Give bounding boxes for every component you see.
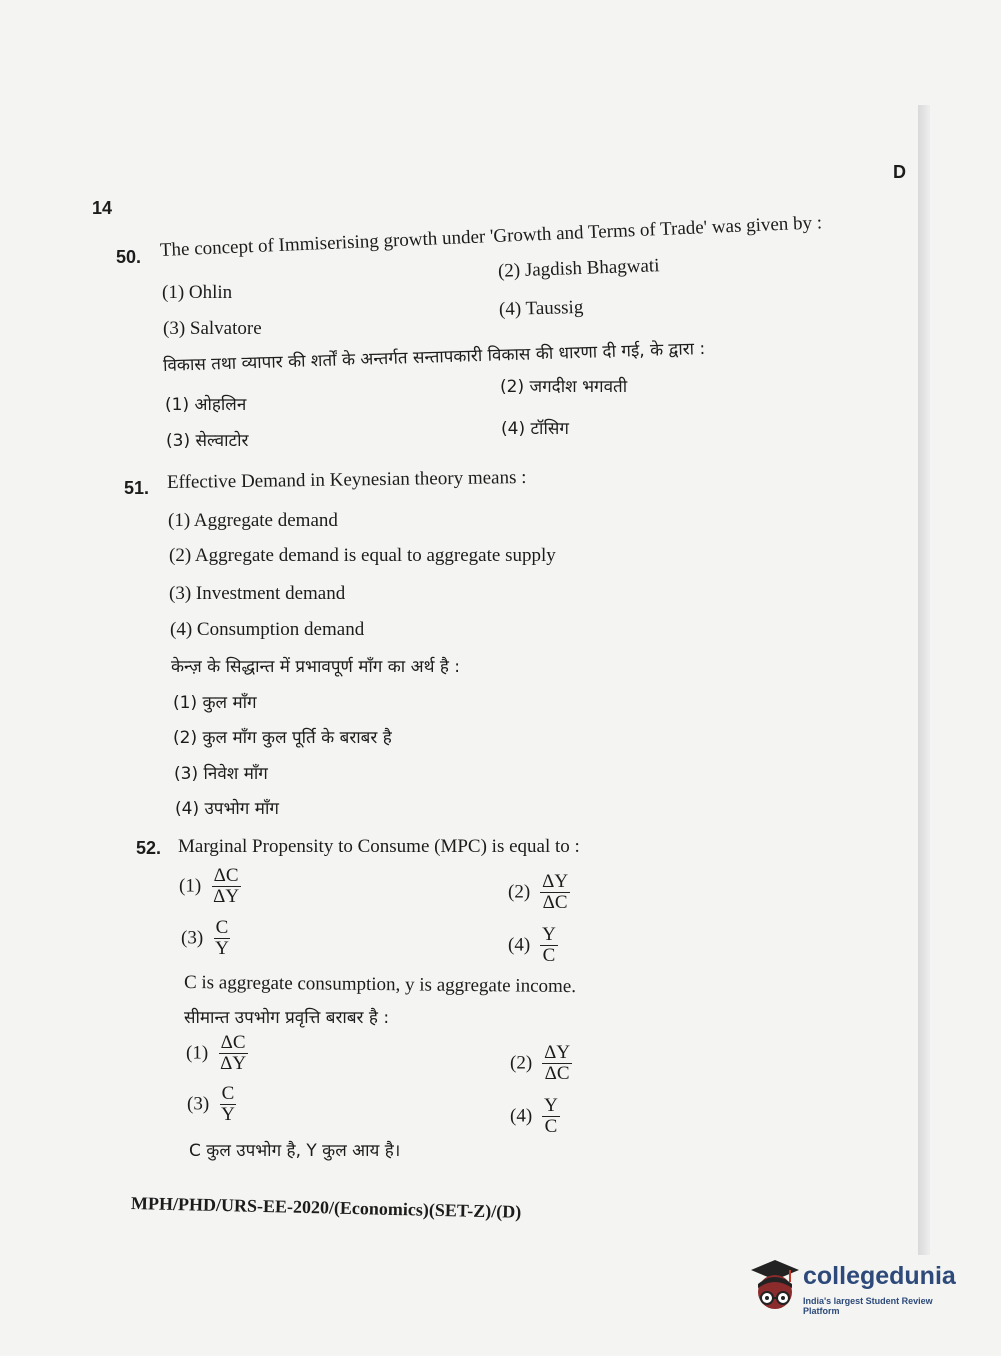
- set-letter: D: [893, 162, 906, 182]
- question-number: 50.: [116, 247, 142, 267]
- fraction: [211, 866, 241, 907]
- variable-note: C is aggregate consumption, y is aggregate income.: [183, 972, 577, 998]
- hindi-option-3: (3) सेल्वाटोर: [166, 431, 249, 451]
- hindi-option-2: (2) कुल माँग कुल पूर्ति के बराबर है: [173, 728, 392, 748]
- fraction: [213, 918, 231, 959]
- hindi-question-text: केन्ज़ के सिद्धान्त में प्रभावपूर्ण माँग का अर्थ है :: [171, 657, 461, 677]
- denominator: ΔY: [213, 885, 240, 907]
- hindi-option-2: [510, 1043, 572, 1084]
- numerator: Y: [542, 924, 556, 945]
- numerator: ΔY: [544, 1042, 571, 1063]
- hindi-option-4: (4) टॉसिग: [501, 419, 569, 439]
- denominator: ΔC: [544, 1062, 570, 1084]
- logo-tagline: India's largest Student Review Platform: [803, 1296, 933, 1316]
- hindi-option-4: (4) उपभोग माँग: [175, 799, 279, 819]
- option-label: (1): [179, 875, 202, 897]
- denominator: Y: [221, 1103, 235, 1125]
- denominator: Y: [215, 937, 229, 959]
- option-1: (1) Ohlin: [162, 282, 233, 303]
- graduate-mascot-icon: [745, 1258, 801, 1318]
- fraction: [542, 1043, 572, 1084]
- option-3: (3) Salvatore: [163, 318, 262, 339]
- hindi-question-text: विकास तथा व्यापार की शर्तों के अन्तर्गत सन्तापकारी विकास की धारणा दी गई, के द्वारा :: [162, 338, 706, 376]
- paper-code-footer: MPH/PHD/URS-EE-2020/(Economics)(SET-Z)/(D): [130, 1193, 522, 1222]
- page-number: 14: [92, 198, 113, 218]
- question-number: 51.: [124, 478, 150, 498]
- hindi-variable-note: C कुल उपभोग है, Y कुल आय है।: [189, 1141, 401, 1161]
- question-text: The concept of Immiserising growth under 'Growth and Terms of Trade' was given by :: [159, 212, 823, 261]
- hindi-option-1: (1) कुल माँग: [173, 693, 257, 713]
- option-4: (4) Consumption demand: [170, 619, 365, 640]
- option-2: [508, 872, 570, 913]
- fraction: [542, 1096, 560, 1137]
- hindi-option-3: [187, 1084, 237, 1125]
- hindi-option-4: [510, 1096, 560, 1137]
- denominator: C: [544, 1115, 558, 1137]
- denominator: ΔY: [220, 1052, 247, 1074]
- numerator: ΔC: [220, 1032, 246, 1053]
- logo-wordmark: collegedunia: [803, 1262, 956, 1290]
- option-label: (3): [187, 1093, 210, 1115]
- fraction: [540, 925, 558, 966]
- denominator: C: [542, 944, 556, 966]
- hindi-question-text: सीमान्त उपभोग प्रवृत्ति बराबर है :: [184, 1008, 390, 1028]
- numerator: Y: [544, 1095, 558, 1116]
- option-label: (2): [510, 1052, 533, 1074]
- numerator: ΔY: [542, 871, 569, 892]
- option-label: (4): [508, 934, 531, 956]
- hindi-option-2: (2) जगदीश भगवती: [500, 377, 628, 397]
- collegedunia-logo: [745, 1258, 970, 1318]
- option-label: (3): [181, 927, 204, 949]
- option-label: (4): [510, 1105, 533, 1127]
- question-text: Effective Demand in Keynesian theory means :: [166, 466, 527, 493]
- option-1: (1) Aggregate demand: [168, 510, 338, 531]
- option-3: (3) Investment demand: [169, 583, 346, 604]
- option-4: (4) Taussig: [498, 296, 584, 321]
- hindi-option-3: (3) निवेश माँग: [174, 764, 268, 784]
- fraction: [218, 1033, 248, 1074]
- option-4: [508, 925, 558, 966]
- option-1: [179, 866, 241, 907]
- numerator: C: [221, 1083, 235, 1104]
- option-2: (2) Jagdish Bhagwati: [497, 255, 660, 282]
- denominator: ΔC: [542, 891, 568, 913]
- option-label: (2): [508, 881, 531, 903]
- question-text: Marginal Propensity to Consume (MPC) is equal to :: [178, 836, 580, 857]
- option-3: [181, 918, 231, 959]
- hindi-option-1: [186, 1033, 248, 1074]
- numerator: C: [215, 917, 229, 938]
- page-edge-shadow: [918, 105, 930, 1255]
- option-label: (1): [186, 1042, 209, 1064]
- question-number: 52.: [136, 838, 162, 858]
- option-2: (2) Aggregate demand is equal to aggregate supply: [169, 545, 556, 566]
- numerator: ΔC: [213, 865, 239, 886]
- fraction: [540, 872, 570, 913]
- fraction: [219, 1084, 237, 1125]
- hindi-option-1: (1) ओहलिन: [165, 395, 247, 415]
